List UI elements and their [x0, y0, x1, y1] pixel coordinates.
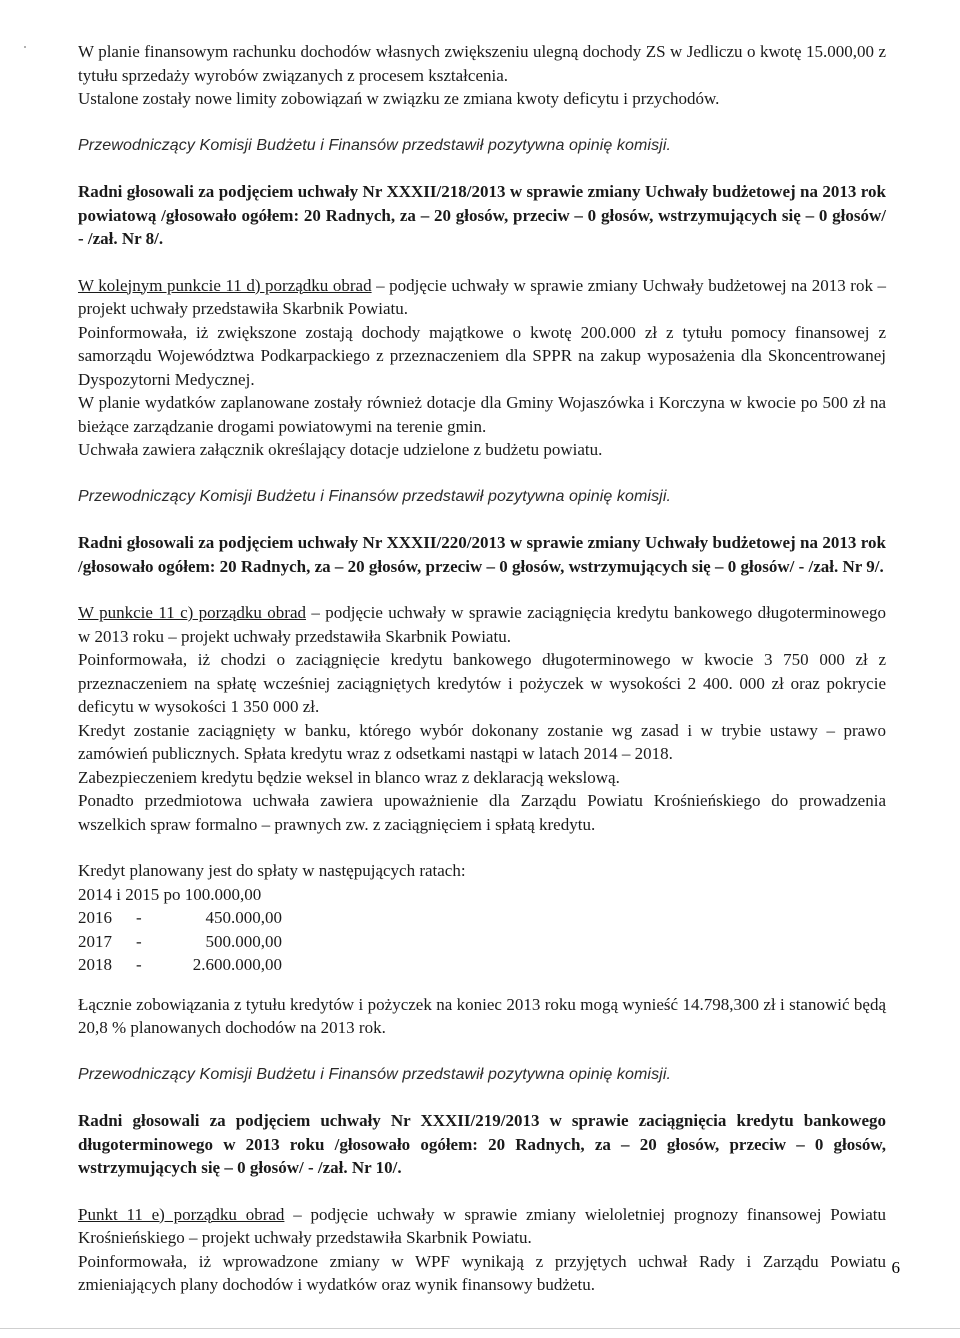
agenda-item-heading: Punkt 11 e) porządku obrad [78, 1204, 285, 1224]
paragraph-text: – podjęcie uchwały w sprawie zaciągnięcia kredytu bankowego długoterminowego w 2013 roku – projekt uchwały przedstawiła Skarbnik Powiatu. [78, 603, 886, 646]
schedule-row [78, 883, 886, 907]
schedule-year: 2018 [78, 955, 112, 974]
schedule-year: 2016 [78, 908, 112, 927]
agenda-item-11c [78, 601, 886, 648]
vote-result: Radni głosowali za podjęciem uchwały Nr XXXII/219/2013 w sprawie zaciągnięcia kredytu bankowego długoterminowego w 2013 roku /głosowało ogółem: 20 Radnych, za – 20 głosów, przeciw – 0 głosów, wstrzymujących się – 0 głosów/ - /zał. Nr 10/. [78, 1111, 886, 1177]
total-liabilities: Łącznie zobowiązania z tytułu kredytów i pożyczek na koniec 2013 roku mogą wynieść 14.798,300 zł i stanowić będą 20,8 % planowanych dochodów na 2013 rok. [78, 994, 886, 1037]
vote-result: Radni głosowali za podjęciem uchwały Nr XXXII/220/2013 w sprawie zmiany Uchwały budżetowej na 2013 rok /głosowało ogółem: 20 Radnych, za – 20 głosów, przeciw – 0 głosów, wstrzymujących się – 0 głosów/ - /zał. Nr 9/. [78, 533, 886, 576]
paragraph: Ponadto przedmiotowa uchwała zawiera upoważnienie dla Zarządu Powiatu Krośnieńskiego do prowadzenia wszelkich spraw formalno – prawnych zw. z zaciągnięciem i spłatą kredytu. [78, 791, 886, 834]
agenda-item-heading: W kolejnym punkcie 11 d) porządku obrad [78, 275, 372, 295]
paragraph: Zabezpieczeniem kredytu będzie weksel in blanco wraz z deklaracją wekslową. [78, 767, 620, 787]
scan-speck [24, 46, 26, 48]
schedule-dash: - [136, 955, 142, 974]
paragraph-text: W planie finansowym rachunku dochodów własnych zwiększeniu ulegną dochody ZS w Jedliczu o kwotę 15.000,00 z tytułu sprzedaży wyrobów związanych z procesem kształcenia. [78, 42, 886, 85]
agenda-item-11e [78, 1203, 886, 1250]
schedule-row [78, 953, 886, 977]
committee-opinion: Przewodniczący Komisji Budżetu i Finansów przedstawił pozytywna opinię komisji. [78, 1065, 672, 1083]
paragraph-income-plan [78, 40, 886, 111]
schedule-amount: 450.000,00 [205, 908, 282, 927]
committee-opinion: Przewodniczący Komisji Budżetu i Finansów przedstawił pozytywna opinię komisji. [78, 487, 672, 505]
paragraph: Uchwała zawiera załącznik określający dotacje udzielone z budżetu powiatu. [78, 440, 603, 459]
schedule-row [78, 906, 886, 930]
agenda-item-11d [78, 274, 886, 321]
vote-result: Radni głosowali za podjęciem uchwały Nr XXXII/218/2013 w sprawie zmiany Uchwały budżetowej na 2013 rok powiatową /głosowało ogółem: 20 Radnych, za – 20 głosów, przeciw – 0 głosów, wstrzymujących się – 0 głosów/ - /zał. Nr 8/. [78, 182, 886, 248]
committee-opinion: Przewodniczący Komisji Budżetu i Finansów przedstawił pozytywna opinię komisji. [78, 136, 672, 154]
paragraph-text: – podjęcie uchwały w sprawie zmiany Uchwały budżetowej na 2013 rok – projekt uchwały przedstawiła Skarbnik Powiatu. [78, 275, 886, 318]
paragraph: W planie wydatków zaplanowane zostały również dotacje dla Gminy Wojaszówka i Korczyna w kwocie po 500 zł na bieżące zarządzanie drogami powiatowymi na terenie gmin. [78, 393, 886, 436]
schedule-text: 2014 i 2015 po 100.000,00 [78, 884, 262, 904]
paragraph: Poinformowała, iż wprowadzone zmiany w WPF wynikają z przyjętych uchwał Rady i Zarządu Powiatu zmieniających plany dochodów i wydatków oraz wynik finansowy budżetu. [78, 1251, 886, 1294]
schedule-amount: 500.000,00 [205, 931, 282, 951]
paragraph: Poinformowała, iż zwiększone zostają dochody majątkowe o kwotę 200.000 zł z tytułu pomocy finansowej z samorządu Województwa Podkarpackiego z przeznaczeniem dla SPPR na zakup wyposażenia dla Skoncentrowanej Dyspozytorni Medycznej. [78, 322, 886, 389]
page-number: 6 [891, 1258, 900, 1277]
paragraph: Poinformowała, iż chodzi o zaciągnięcie kredytu bankowego długoterminowego w kwocie 3 750 000 zł z przeznaczeniem na spłatę wcześniej zaciągniętych kredytów i pożyczek w wysokości 2 400. 000 zł oraz pokrycie deficytu w wysokości 1 350 000 zł. [78, 650, 886, 716]
document-page [78, 40, 886, 1297]
paragraph-text: Ustalone zostały nowe limity zobowiązań w związku ze zmiana kwoty deficytu i przychodów. [78, 89, 720, 108]
paragraph: Kredyt zostanie zaciągnięty w banku, którego wybór dokonany zostanie wg zasad i w trybie ustawy – prawo zamówień publicznych. Spłata kredytu wraz z odsetkami nastąpi w latach 2014 – 2018. [78, 720, 886, 763]
schedule-row [78, 930, 886, 954]
repayment-schedule [78, 883, 886, 977]
schedule-dash: - [136, 908, 142, 927]
agenda-item-heading: W punkcie 11 c) porządku obrad [78, 603, 307, 622]
schedule-dash: - [136, 931, 142, 951]
rates-intro: Kredyt planowany jest do spłaty w następujących ratach: [78, 861, 466, 880]
paragraph-text: – podjęcie uchwały w sprawie zmiany wieloletniej prognozy finansowej Powiatu Krośnieńskiego – projekt uchwały przedstawiła Skarbnik Powiatu. [78, 1204, 886, 1247]
schedule-amount: 2.600.000,00 [192, 955, 282, 974]
schedule-year: 2017 [78, 931, 112, 951]
scan-edge [0, 1328, 960, 1329]
